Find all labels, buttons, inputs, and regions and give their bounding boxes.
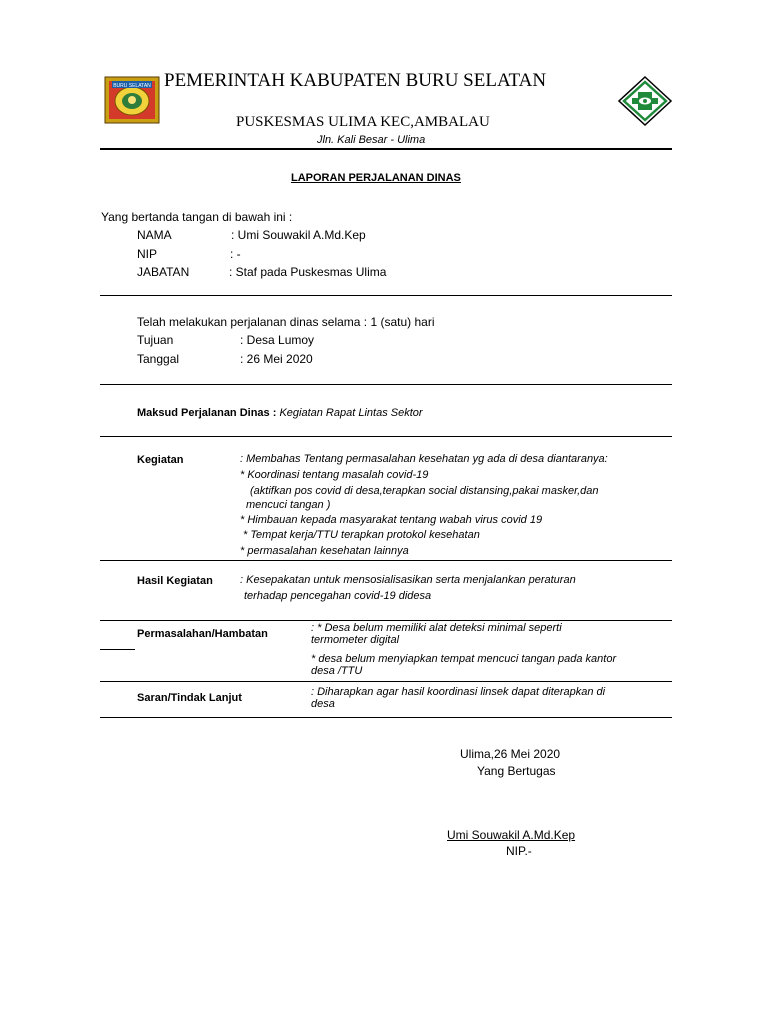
kegiatan-line: * permasalahan kesehatan lainnya	[240, 545, 409, 557]
nip-label: NIP	[137, 247, 158, 261]
divider	[100, 436, 672, 437]
header-line3: PUSKESMAS ULIMA KEC,AMBALAU	[236, 114, 490, 130]
kegiatan-line: * Koordinasi tentang masalah covid-19	[240, 469, 429, 481]
tanggal-value: : 26 Mei 2020	[240, 352, 313, 366]
kegiatan-line: : Membahas Tentang permasalahan kesehatan yg ada di desa diantaranya:	[240, 453, 608, 465]
document-title: LAPORAN PERJALANAN DINAS	[291, 172, 461, 184]
signature-role: Yang Bertugas	[477, 764, 556, 778]
puskesmas-logo	[618, 76, 672, 126]
district-logo	[104, 76, 160, 124]
hasil-label: Hasil Kegiatan	[137, 575, 213, 587]
saran-line: : Diharapkan agar hasil koordinasi linsek dapat diterapkan di	[311, 686, 606, 698]
saran-line: desa	[311, 698, 335, 710]
maksud-value: Kegiatan Rapat Lintas Sektor	[279, 407, 423, 419]
hasil-line: : Kesepakatan untuk mensosialisasikan serta menjalankan peraturan	[240, 574, 576, 586]
header-address: Jln. Kali Besar - Ulima	[317, 134, 426, 146]
trip-duration: Telah melakukan perjalanan dinas selama : 1 (satu) hari	[137, 315, 435, 329]
nip-value: : -	[230, 247, 241, 261]
short-rule	[100, 649, 135, 650]
kegiatan-line: * Himbauan kepada masyarakat tentang wabah virus covid 19	[240, 514, 543, 526]
permasalahan-line: desa /TTU	[311, 665, 363, 677]
signature-nip: NIP.-	[506, 844, 532, 858]
intro-text: Yang bertanda tangan di bawah ini :	[101, 210, 293, 224]
tujuan-label: Tujuan	[137, 333, 174, 347]
tujuan-value: : Desa Lumoy	[240, 333, 315, 347]
maksud-label: Maksud Perjalanan Dinas :	[137, 407, 277, 419]
hasil-line: terhadap pencegahan covid-19 didesa	[244, 590, 432, 602]
divider	[100, 560, 672, 561]
divider	[100, 384, 672, 385]
kegiatan-line: (aktifkan pos covid di desa,terapkan social distansing,pakai masker,dan	[250, 485, 599, 497]
signature-name: Umi Souwakil A.Md.Kep	[447, 828, 576, 842]
kegiatan-line: mencuci tangan )	[246, 499, 331, 511]
tanggal-label: Tanggal	[137, 352, 180, 366]
signature-place-date: Ulima,26 Mei 2020	[460, 747, 561, 761]
divider	[100, 681, 672, 682]
logo-text: BURU SELATAN	[113, 83, 151, 89]
nama-label: NAMA	[137, 228, 172, 242]
permasalahan-label: Permasalahan/Hambatan	[137, 628, 268, 640]
kegiatan-line: * Tempat kerja/TTU terapkan protokol kesehatan	[243, 529, 480, 541]
jabatan-label: JABATAN	[137, 265, 190, 279]
saran-label: Saran/Tindak Lanjut	[137, 692, 242, 704]
nama-value: : Umi Souwakil A.Md.Kep	[231, 228, 366, 242]
permasalahan-line: : * Desa belum memiliki alat deteksi minimal seperti	[311, 622, 562, 634]
permasalahan-line: termometer digital	[311, 634, 400, 646]
header-line1: PEMERINTAH KABUPATEN BURU SELATAN	[164, 70, 547, 91]
divider	[100, 717, 672, 718]
kegiatan-label: Kegiatan	[137, 454, 184, 466]
jabatan-value: : Staf pada Puskesmas Ulima	[229, 265, 387, 279]
header-divider	[100, 148, 672, 150]
divider	[100, 620, 672, 621]
permasalahan-line: * desa belum menyiapkan tempat mencuci tangan pada kantor	[311, 653, 617, 665]
divider	[100, 295, 672, 296]
